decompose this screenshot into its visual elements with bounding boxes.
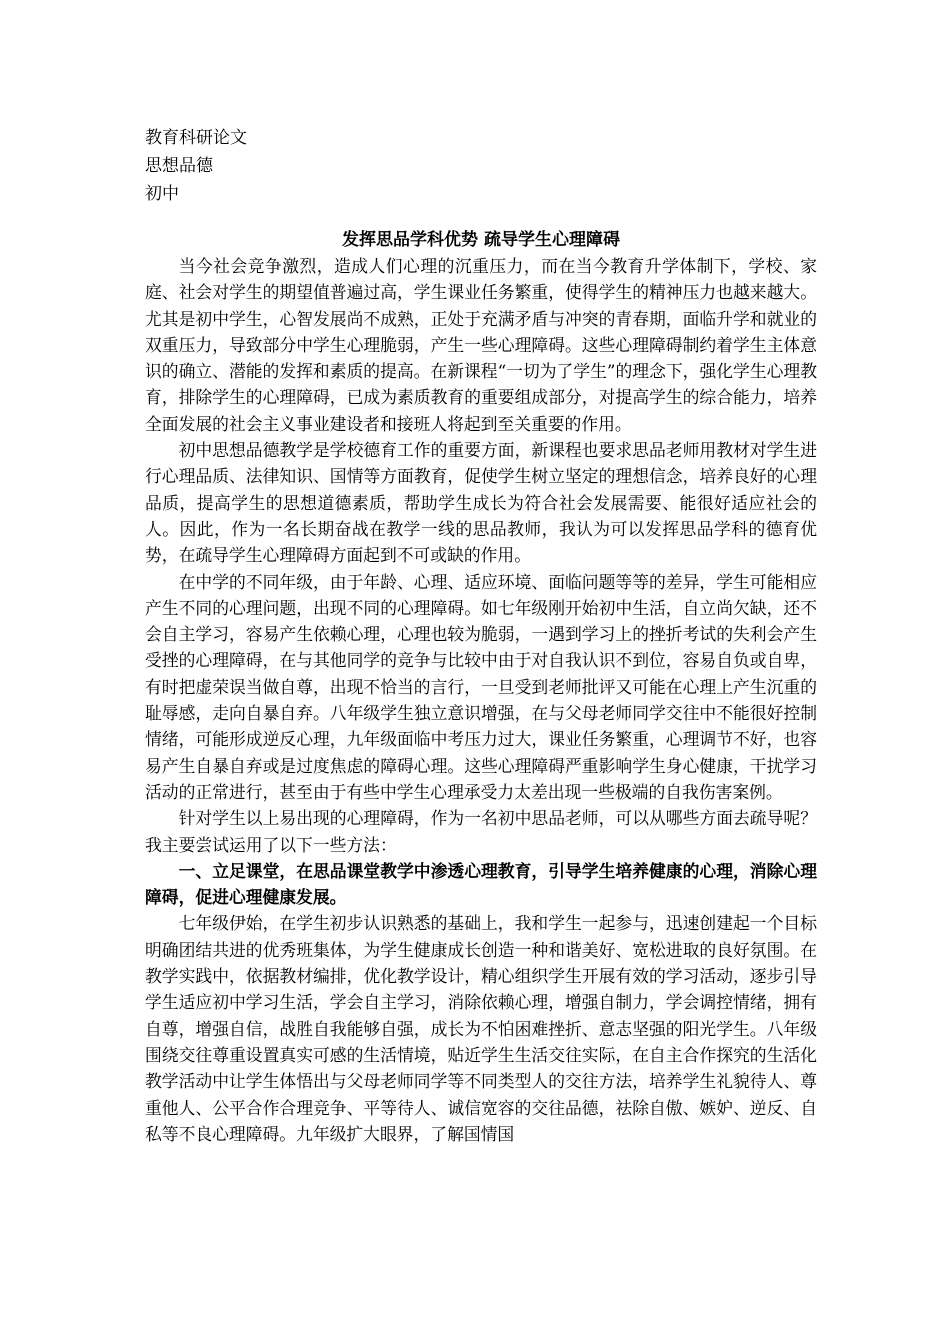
document-page — [145, 124, 817, 1147]
doc-subject: 思想品德 — [145, 156, 213, 176]
paragraph-grade-differences: 在中学的不同年级，由于年龄、心理、适应环境、面临问题等等的差异，学生可能相应产生不同的心理问题，出现不同的心理障碍。如七年级刚开始初中生活，自立尚欠缺，还不会自主学习，容易产生依赖心理，心理也较为脆弱，一遇到学习上的挫折考试的失利会产生受挫的心理障碍，在与其他同学的竞争与比较中由于对自我认识不到位，容易自负或自卑，有时把虚荣误当做自尊，出现不恰当的言行，一旦受到老师批评又可能在心理上产生沉重的耻辱感，走向自暴自弃。八年级学生独立意识增强，在与父母老师同学交往中不能很好控制情绪，可能形成逆反心理，九年级面临中考压力过大，课业任务繁重，心理调节不好，也容易产生自暴自弃或是过度焦虑的障碍心理。这些心理障碍严重影响学生身心健康，干扰学习活动的正常进行，甚至由于有些中学生心理承受力太差出现一些极端的自我伤害案例。 — [145, 571, 817, 802]
paragraph-moral-education: 初中思想品德教学是学校德育工作的重要方面，新课程也要求思品老师用教材对学生进行心理品质、法律知识、国情等方面教育，促使学生树立坚定的理想信念，培养良好的心理品质，提高学生的思想道德素质，帮助学生成长为符合社会发展需要、能很好适应社会的人。因此，作为一名长期奋战在教学一线的思品教师，我认为可以发挥思品学科的德育优势，在疏导学生心理障碍方面起到不可或缺的作用。 — [145, 440, 817, 566]
paragraph-methods-intro: 针对学生以上易出现的心理障碍，作为一名初中思品老师，可以从哪些方面去疏导呢？我主要尝试运用了以下一些方法： — [145, 808, 817, 855]
doc-category: 教育科研论文 — [145, 128, 247, 148]
doc-grade: 初中 — [145, 184, 179, 204]
paragraph-intro: 当今社会竞争激烈，造成人们心理的沉重压力，而在当今教育升学体制下，学校、家庭、社会对学生的期望值普遍过高，学生课业任务繁重，使得学生的精神压力也越来越大。尤其是初中学生，心智发展尚不成熟，正处于充满矛盾与冲突的青春期，面临升学和就业的双重压力，导致部分中学生心理脆弱，产生一些心理障碍。这些心理障碍制约着学生主体意识的确立、潜能的发挥和素质的提高。在新课程“一切为了学生”的理念下，强化学生心理教育，排除学生的心理障碍，已成为素质教育的重要组成部分，对提高学生的综合能力，培养全面发展的社会主义事业建设者和接班人将起到至关重要的作用。 — [145, 256, 817, 434]
paragraph-grade-seven: 七年级伊始，在学生初步认识熟悉的基础上，我和学生一起参与，迅速创建起一个目标明确团结共进的优秀班集体，为学生健康成长创造一种和谐美好、宽松进取的良好氛围。在教学实践中，依据教材编排，优化教学设计，精心组织学生开展有效的学习活动，逐步引导学生适应初中学习生活，学会自主学习，消除依赖心理，增强自制力，学会调控情绪，拥有自尊，增强自信，战胜自我能够自强，成长为不怕困难挫折、意志坚强的阳光学生。八年级围绕交往尊重设置真实可感的生活情境，贴近学生生活交往实际，在自主合作探究的生活化教学活动中让学生体悟出与父母老师同学等不同类型人的交往方法，培养学生礼貌待人、尊重他人、公平合作合理竞争、平等待人、诚信宽容的交往品德，祛除自傲、嫉妒、逆反、自私等不良心理障碍。九年级扩大眼界，了解国情国 — [145, 913, 817, 1144]
section-heading-1: 一、立足课堂，在思品课堂教学中渗透心理教育，引导学生培养健康的心理，消除心理障碍，促进心理健康发展。 — [145, 860, 817, 908]
article-title: 发挥思品学科优势 疏导学生心理障碍 — [342, 230, 620, 250]
